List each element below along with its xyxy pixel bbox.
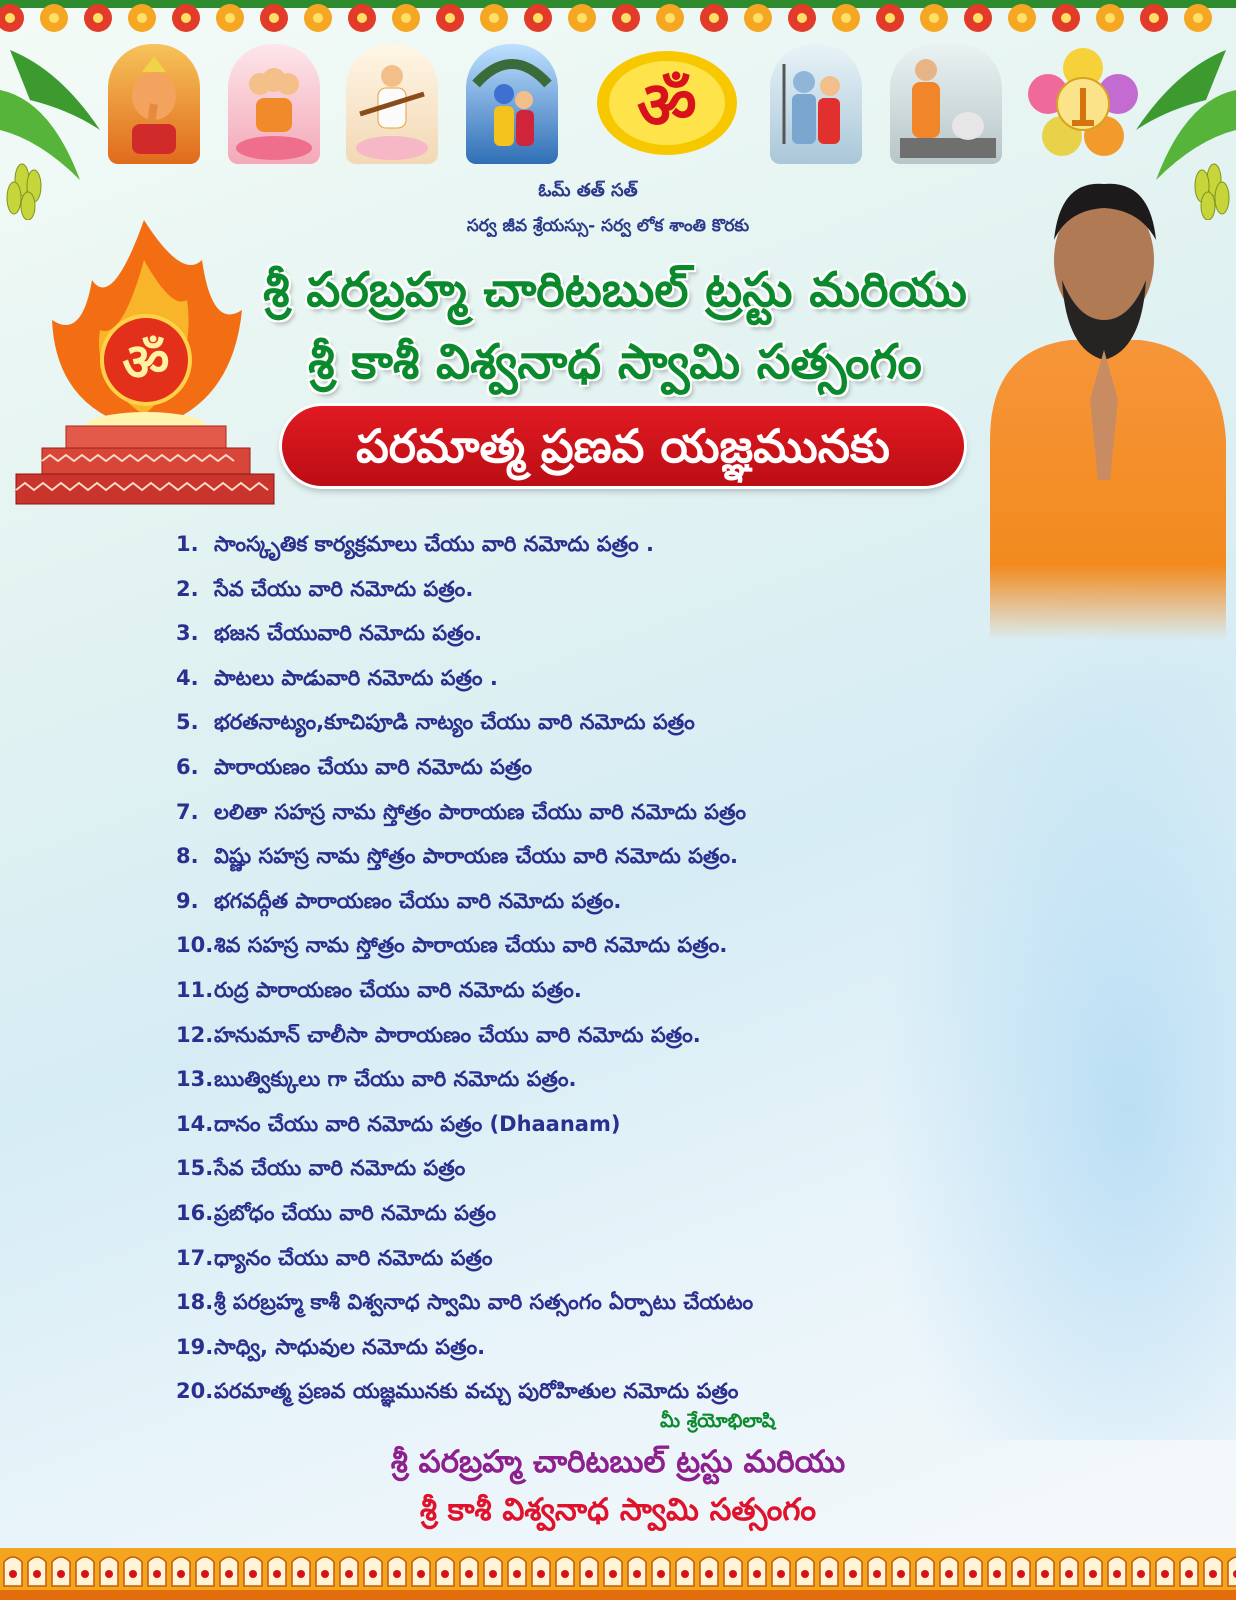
- program-number: 2.: [176, 576, 199, 601]
- shiva-parvati-image: [770, 44, 862, 164]
- program-number: 4.: [176, 665, 199, 690]
- program-item: [176, 662, 936, 707]
- program-text: పరమాత్మ ప్రణవ యజ్ఞమునకు వచ్చు పురోహితుల నమోదు పత్రం: [214, 1379, 739, 1404]
- program-number: 11.: [176, 977, 214, 1002]
- program-text: శ్రీ పరబ్రహ్మ కాశీ విశ్వనాధ స్వామి వారి సత్సంగం ఏర్పాటు చేయటం: [214, 1290, 754, 1315]
- program-text: సేవ చేయు వారి నమోదు పత్రం: [214, 1156, 466, 1181]
- program-item: [176, 573, 936, 618]
- invocation-line: ఓమ్ తత్ సత్: [538, 180, 638, 201]
- footer-org-line-2: శ్రీ కాశీ విశ్వనాధ స్వామి సత్సంగం: [419, 1492, 817, 1528]
- saraswati-icon: [346, 44, 438, 164]
- program-number: 9.: [176, 888, 199, 913]
- program-number: 7.: [176, 799, 199, 824]
- program-item: [176, 1019, 936, 1064]
- program-text: ఋత్విక్కులు గా చేయు వారి నమోదు పత్రం.: [214, 1067, 577, 1092]
- program-item: [176, 617, 936, 662]
- sign-off: మీ శ్రేయోభిలాషి: [660, 1410, 776, 1432]
- program-number: 16.: [176, 1200, 214, 1225]
- program-number: 5.: [176, 710, 199, 735]
- vishnu-lakshmi-image: [466, 44, 558, 164]
- program-number: 10.: [176, 933, 214, 958]
- program-item: [176, 1108, 936, 1153]
- program-text: రుద్ర పారాయణం చేయు వారి నమోదు పత్రం.: [214, 977, 582, 1002]
- program-number: 19.: [176, 1334, 214, 1359]
- program-item: [176, 796, 936, 841]
- guru-portrait: [970, 180, 1236, 640]
- program-text: భగవద్గీత పారాయణం చేయు వారి నమోదు పత్రం.: [214, 888, 622, 913]
- program-item: [176, 1242, 936, 1287]
- program-text: ధ్యానం చేయు వారి నమోదు పత్రం: [214, 1245, 493, 1270]
- program-number: 6.: [176, 754, 199, 779]
- program-text: హనుమాన్ చాలీసా పారాయణం చేయు వారి నమోదు పత్రం.: [214, 1022, 701, 1047]
- brahma-image: [228, 44, 320, 164]
- program-text: సేవ చేయు వారి నమోదు పత్రం.: [214, 576, 474, 601]
- title-line-2: శ్రీ కాశీ విశ్వనాధ స్వామి సత్సంగం: [308, 334, 922, 390]
- yagna-banner: పరమాత్మ ప్రణవ యజ్ఞమునకు: [282, 406, 964, 486]
- interfaith-icon: [1028, 48, 1138, 156]
- saraswati-image: [346, 44, 438, 164]
- title-line-1: శ్రీ పరబ్రహ్మ చారిటబుల్ ట్రస్టు మరియు: [263, 262, 967, 318]
- program-number: 18.: [176, 1290, 214, 1315]
- program-item: [176, 885, 936, 930]
- program-text: భరతనాట్యం,కూచిపూడి నాట్యం చేయు వారి నమోదు పత్రం: [214, 710, 695, 735]
- flower-garland-icon: [0, 0, 1236, 40]
- program-item: [176, 1197, 936, 1242]
- saint-image: [890, 44, 1002, 164]
- program-number: 14.: [176, 1111, 214, 1136]
- shiva-parvati-icon: [770, 44, 862, 164]
- footer-org-line-1: శ్రీ పరబ్రహ్మ చారిటబుల్ ట్రస్టు మరియు: [390, 1444, 846, 1480]
- vishnu-lakshmi-icon: [466, 44, 558, 164]
- program-number: 1.: [176, 532, 199, 556]
- program-text: పారాయణం చేయు వారి నమోదు పత్రం: [214, 754, 532, 779]
- decorative-border-icon: [0, 1548, 1236, 1600]
- program-item: [176, 929, 936, 974]
- ganesha-icon: [108, 44, 200, 164]
- program-number: 15.: [176, 1156, 214, 1181]
- program-text: లలితా సహస్ర నామ స్తోత్రం పారాయణ చేయు వారి నమోదు పత్రం: [214, 799, 747, 824]
- program-item: [176, 528, 936, 573]
- havan-kund-image: [12, 220, 277, 520]
- program-text: పాటలు పాడువారి నమోదు పత్రం .: [214, 665, 498, 690]
- om-glyph: ॐ: [636, 67, 698, 144]
- program-item: [176, 706, 936, 751]
- program-number: 20.: [176, 1379, 214, 1404]
- program-number: 17.: [176, 1245, 214, 1270]
- om-symbol: [596, 50, 738, 156]
- saint-icon: [890, 44, 1002, 164]
- program-item: [176, 1063, 936, 1108]
- program-text: సాంస్కృతిక కార్యక్రమాలు చేయు వారి నమోదు పత్రం .: [214, 532, 654, 556]
- program-text: సాధ్వి, సాధువుల నమోదు పత్రం.: [214, 1334, 486, 1359]
- program-list: [176, 528, 936, 1420]
- program-item: [176, 751, 936, 796]
- program-item: [176, 1331, 936, 1376]
- om-icon: [597, 51, 737, 155]
- fire-icon: [52, 220, 242, 440]
- program-item: [176, 1375, 936, 1420]
- program-text: దానం చేయు వారి నమోదు పత్రం (Dhaanam): [214, 1111, 621, 1136]
- program-number: 12.: [176, 1022, 214, 1047]
- program-number: 13.: [176, 1067, 214, 1092]
- program-text: భజన చేయువారి నమోదు పత్రం.: [214, 621, 483, 646]
- program-item: [176, 840, 936, 885]
- ganesha-image: [108, 44, 200, 164]
- program-text: శివ సహస్ర నామ స్తోత్రం పారాయణ చేయు వారి నమోదు పత్రం.: [214, 933, 728, 958]
- program-text: ప్రబోధం చేయు వారి నమోదు పత్రం: [214, 1200, 497, 1225]
- program-number: 8.: [176, 844, 199, 869]
- program-number: 3.: [176, 621, 199, 646]
- program-text: విష్ణు సహస్ర నామ స్తోత్రం పారాయణ చేయు వారి నమోదు పత్రం.: [214, 844, 738, 869]
- dedication-line: సర్వ జీవ శ్రేయస్సు- సర్వ లోక శాంతి కొరకు: [466, 216, 750, 236]
- program-item: [176, 1286, 936, 1331]
- interfaith-emblem: [1026, 46, 1140, 160]
- brahma-icon: [228, 44, 320, 164]
- program-item: [176, 974, 936, 1019]
- program-item: [176, 1152, 936, 1197]
- guru-icon: [990, 184, 1226, 640]
- havan-om-glyph: ॐ: [122, 333, 170, 393]
